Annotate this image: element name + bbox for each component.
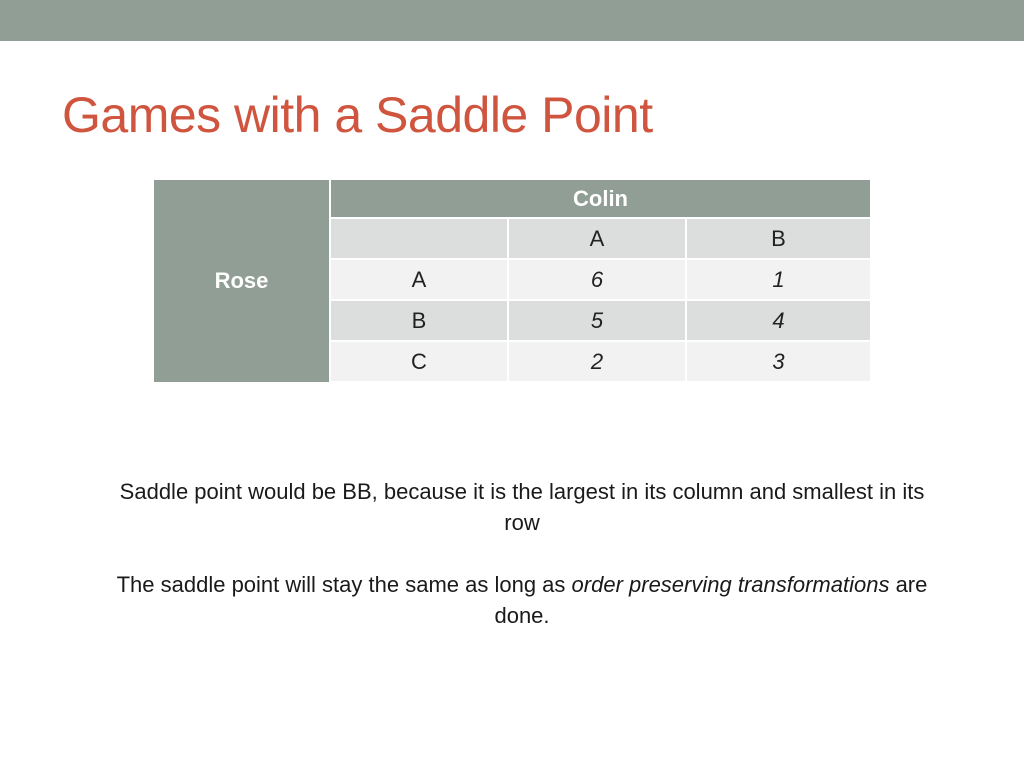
transformation-note xyxy=(112,569,932,631)
column-player-header: Colin xyxy=(331,180,870,217)
row-label-a: A xyxy=(331,260,507,299)
payoff-cell: 3 xyxy=(687,342,870,381)
saddle-point-explanation: Saddle point would be BB, because it is the largest in its column and smallest in its row xyxy=(119,479,925,535)
row-label-b: B xyxy=(331,301,507,340)
payoff-cell: 5 xyxy=(509,301,685,340)
payoff-cell: 2 xyxy=(509,342,685,381)
column-label-a: A xyxy=(509,219,685,258)
payoff-cell: 6 xyxy=(509,260,685,299)
payoff-cell: 1 xyxy=(687,260,870,299)
transformation-note-suffix: are done. xyxy=(494,572,928,628)
slide-notes xyxy=(112,476,932,631)
column-label-corner xyxy=(331,219,507,258)
row-label-c: C xyxy=(331,342,507,381)
column-label-b: B xyxy=(687,219,870,258)
transformation-note-emphasis: order preserving transformations xyxy=(571,572,890,597)
top-accent-bar xyxy=(0,0,1024,41)
transformation-note-prefix: The saddle point will stay the same as long as xyxy=(116,572,572,597)
paragraph-gap xyxy=(112,538,932,569)
row-player-header: Rose xyxy=(154,180,329,382)
slide-title: Games with a Saddle Point xyxy=(62,87,653,143)
payoff-table xyxy=(331,219,870,381)
payoff-cell: 4 xyxy=(687,301,870,340)
